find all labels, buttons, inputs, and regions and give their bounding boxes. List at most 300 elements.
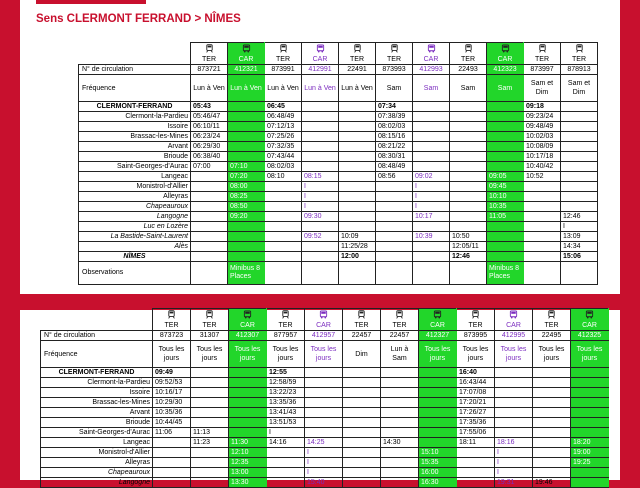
frequency-value: Sam [413, 75, 450, 102]
circulation-number: 412325 [571, 331, 609, 341]
time-cell [191, 192, 228, 202]
time-cell: 09:02 [413, 172, 450, 182]
time-cell: I [302, 202, 339, 212]
time-cell [419, 398, 457, 408]
time-cell [305, 418, 343, 428]
time-cell: I [495, 468, 533, 478]
timetable-1 [78, 42, 598, 285]
stop-name: NÎMES [79, 252, 191, 262]
circulation-number: 412323 [487, 65, 524, 75]
time-cell [457, 478, 495, 488]
mode-label: CAR [229, 321, 267, 331]
stop-row [79, 192, 598, 202]
time-cell [524, 212, 561, 222]
mode-icon-cell [381, 309, 419, 322]
time-cell [381, 368, 419, 378]
circulation-number: 412327 [419, 331, 457, 341]
observation-cell [302, 262, 339, 285]
mode-label: TER [343, 321, 381, 331]
time-cell: 08:15/16 [376, 132, 413, 142]
mode-label: CAR [487, 55, 524, 65]
bus-icon [509, 310, 518, 319]
time-cell [571, 468, 609, 478]
time-cell [267, 478, 305, 488]
time-cell: 10:39 [413, 232, 450, 242]
stop-row [79, 242, 598, 252]
section-title: Sens CLERMONT FERRAND > NÎMES [36, 13, 241, 25]
time-cell [457, 448, 495, 458]
time-cell [229, 428, 267, 438]
stop-row [79, 112, 598, 122]
time-cell [228, 102, 265, 112]
time-cell [450, 192, 487, 202]
time-cell [419, 368, 457, 378]
observation-cell [376, 262, 413, 285]
time-cell [413, 142, 450, 152]
frequency-value: Sam [450, 75, 487, 102]
frequency-value: Sam et Dim [524, 75, 561, 102]
time-cell [265, 182, 302, 192]
time-cell [339, 212, 376, 222]
time-cell [229, 378, 267, 388]
mode-label: TER [191, 321, 229, 331]
time-cell [339, 202, 376, 212]
time-cell [571, 368, 609, 378]
time-cell: 14:16 [267, 438, 305, 448]
time-cell [153, 448, 191, 458]
time-cell [533, 438, 571, 448]
time-cell [419, 408, 457, 418]
observation-cell: Minibus 8 Places [228, 262, 265, 285]
time-cell [413, 162, 450, 172]
time-cell [495, 378, 533, 388]
time-cell [495, 398, 533, 408]
time-cell [413, 252, 450, 262]
circulation-number: 877957 [267, 331, 305, 341]
mode-icon-cell [524, 43, 561, 56]
time-cell [413, 222, 450, 232]
time-cell [487, 222, 524, 232]
train-icon [575, 44, 584, 53]
stop-row [79, 122, 598, 132]
circulation-number: 22493 [450, 65, 487, 75]
time-cell: 08:15 [302, 172, 339, 182]
time-cell: 09:30 [302, 212, 339, 222]
time-cell [302, 102, 339, 112]
observation-cell: Minibus 8 Places [487, 262, 524, 285]
time-cell: 13:35/36 [267, 398, 305, 408]
mode-icon-cell [487, 43, 524, 56]
time-cell [153, 438, 191, 448]
time-cell [343, 448, 381, 458]
frequency-value: Tous les jours [571, 341, 609, 368]
mode-icon-cell [191, 309, 229, 322]
time-cell [265, 202, 302, 212]
time-cell: 13:22/23 [267, 388, 305, 398]
stop-name: Issoire [41, 388, 153, 398]
time-cell [450, 102, 487, 112]
time-cell [381, 478, 419, 488]
time-cell [561, 152, 598, 162]
bus-icon [243, 310, 252, 319]
time-cell [524, 242, 561, 252]
frequency-value: Lun à Ven [265, 75, 302, 102]
time-cell [228, 232, 265, 242]
time-cell [381, 418, 419, 428]
time-cell [343, 428, 381, 438]
time-cell [191, 468, 229, 478]
time-cell: 12:10 [229, 448, 267, 458]
time-cell: 06:29/30 [191, 142, 228, 152]
frequency-value: Tous les jours [533, 341, 571, 368]
time-cell [191, 202, 228, 212]
time-cell: 13:51/53 [267, 418, 305, 428]
frequency-label: Fréquence [79, 75, 191, 102]
circulation-number: 412307 [229, 331, 267, 341]
stop-row [79, 152, 598, 162]
time-cell [343, 478, 381, 488]
time-cell [153, 458, 191, 468]
blank-cell [79, 43, 191, 56]
time-cell [571, 398, 609, 408]
time-cell [265, 212, 302, 222]
time-cell [450, 142, 487, 152]
time-cell [419, 418, 457, 428]
time-cell [457, 458, 495, 468]
time-cell [561, 142, 598, 152]
mode-icon-cell [495, 309, 533, 322]
stop-row [79, 202, 598, 212]
bus-icon [433, 310, 442, 319]
time-cell: 09:20 [228, 212, 265, 222]
time-cell [561, 192, 598, 202]
time-cell [302, 242, 339, 252]
time-cell [191, 222, 228, 232]
time-cell: 08:10 [265, 172, 302, 182]
time-cell [265, 232, 302, 242]
frequency-value: Tous les jours [305, 341, 343, 368]
circulation-row [41, 331, 609, 341]
stop-row [79, 102, 598, 112]
time-cell [265, 252, 302, 262]
stop-name: Arvant [41, 408, 153, 418]
frequency-value: Tous les jours [457, 341, 495, 368]
time-cell [305, 428, 343, 438]
mode-icon-cell [229, 309, 267, 322]
train-icon [390, 44, 399, 53]
time-cell [450, 202, 487, 212]
time-cell [343, 378, 381, 388]
time-cell [561, 102, 598, 112]
stop-name: Clermont-la-Pardieu [79, 112, 191, 122]
time-cell [524, 252, 561, 262]
time-cell [305, 388, 343, 398]
circulation-number: 22457 [381, 331, 419, 341]
frequency-row [41, 341, 609, 368]
time-cell: 17:07/08 [457, 388, 495, 398]
stop-row [41, 428, 609, 438]
stop-name: Langogne [41, 478, 153, 488]
time-cell: 10:29/30 [153, 398, 191, 408]
stop-name: Arvant [79, 142, 191, 152]
mode-label: TER [457, 321, 495, 331]
time-cell: I [495, 458, 533, 468]
time-cell [533, 388, 571, 398]
time-cell [302, 152, 339, 162]
stop-name: Saint-Georges-d'Aurac [79, 162, 191, 172]
time-cell [302, 222, 339, 232]
time-cell [302, 132, 339, 142]
stop-row [41, 438, 609, 448]
time-cell [487, 142, 524, 152]
stop-name: Saint-Georges-d'Aurac [41, 428, 153, 438]
time-cell: 10:17/18 [524, 152, 561, 162]
time-cell [450, 112, 487, 122]
time-cell [450, 222, 487, 232]
time-cell: 14:34 [561, 242, 598, 252]
time-cell [413, 102, 450, 112]
time-cell [495, 388, 533, 398]
time-cell: 06:23/24 [191, 132, 228, 142]
time-cell: 10:08/09 [524, 142, 561, 152]
time-cell: 09:52/53 [153, 378, 191, 388]
stop-name: Brassac-les-Mines [41, 398, 153, 408]
stop-row [79, 142, 598, 152]
frequency-value: Tous les jours [229, 341, 267, 368]
frequency-value: Tous les jours [419, 341, 457, 368]
frequency-value: Tous les jours [495, 341, 533, 368]
time-cell: 14:25 [305, 438, 343, 448]
stop-row [41, 368, 609, 378]
time-cell: 16:30 [419, 478, 457, 488]
observations-label: Observations [79, 262, 191, 285]
time-cell [339, 132, 376, 142]
time-cell: 08:00 [228, 182, 265, 192]
time-cell [413, 112, 450, 122]
train-icon [547, 310, 556, 319]
time-cell: 07:10 [228, 162, 265, 172]
time-cell [191, 242, 228, 252]
mode-label: CAR [413, 55, 450, 65]
time-cell: 11:05 [487, 212, 524, 222]
time-cell: 08:50 [228, 202, 265, 212]
time-cell [191, 458, 229, 468]
stop-name: Alès [79, 242, 191, 252]
observation-cell [265, 262, 302, 285]
time-cell: I [267, 428, 305, 438]
time-cell [267, 468, 305, 478]
time-cell [450, 162, 487, 172]
time-cell [450, 152, 487, 162]
circulation-number: 873997 [524, 65, 561, 75]
time-cell [533, 468, 571, 478]
mode-icon-cell [302, 43, 339, 56]
stop-name: Alleyras [41, 458, 153, 468]
time-cell: 19:00 [571, 448, 609, 458]
time-cell [450, 132, 487, 142]
mode-label: CAR [571, 321, 609, 331]
stop-row [41, 378, 609, 388]
circulation-number: 873995 [457, 331, 495, 341]
time-cell [487, 232, 524, 242]
time-cell: 15:10 [419, 448, 457, 458]
time-cell [457, 468, 495, 478]
stop-row [79, 162, 598, 172]
icon-row [41, 309, 609, 322]
time-cell: 15:35 [419, 458, 457, 468]
train-icon [205, 44, 214, 53]
blank-cell [79, 55, 191, 65]
mode-icon-cell [265, 43, 302, 56]
time-cell: I [561, 222, 598, 232]
frequency-value: Lun à Sam [381, 341, 419, 368]
time-cell: 16:40 [457, 368, 495, 378]
time-cell: 10:35/36 [153, 408, 191, 418]
circulation-number: 22495 [533, 331, 571, 341]
frequency-value: Lun à Ven [302, 75, 339, 102]
time-cell [302, 252, 339, 262]
time-cell [267, 448, 305, 458]
time-cell: I [302, 192, 339, 202]
blank-cell [41, 321, 153, 331]
circulation-number: 412991 [302, 65, 339, 75]
time-cell [376, 182, 413, 192]
time-cell [419, 428, 457, 438]
bus-icon [319, 310, 328, 319]
time-cell: 11:25/28 [339, 242, 376, 252]
time-cell [267, 458, 305, 468]
time-cell [487, 132, 524, 142]
time-cell [419, 378, 457, 388]
train-icon [353, 44, 362, 53]
observation-cell [413, 262, 450, 285]
time-cell [524, 202, 561, 212]
mode-icon-cell [571, 309, 609, 322]
mode-label: CAR [228, 55, 265, 65]
time-cell: 12:46 [561, 212, 598, 222]
time-cell: 13:09 [561, 232, 598, 242]
time-cell [229, 398, 267, 408]
time-cell: 11:13 [191, 428, 229, 438]
mode-label: CAR [305, 321, 343, 331]
circulation-number: 412321 [228, 65, 265, 75]
time-cell [376, 232, 413, 242]
time-cell [533, 378, 571, 388]
time-cell [524, 192, 561, 202]
stop-name: Langogne [79, 212, 191, 222]
observation-cell [191, 262, 228, 285]
time-cell [228, 242, 265, 252]
train-icon [205, 310, 214, 319]
time-cell [561, 132, 598, 142]
time-cell: 07:38/39 [376, 112, 413, 122]
time-cell [561, 182, 598, 192]
mode-label: TER [267, 321, 305, 331]
time-cell [381, 378, 419, 388]
time-cell: 10:35 [487, 202, 524, 212]
stop-name: CLERMONT-FERRAND [41, 368, 153, 378]
frequency-value: Sam [376, 75, 413, 102]
stop-row [79, 232, 598, 242]
time-cell [381, 398, 419, 408]
stop-row [79, 212, 598, 222]
time-cell: I [305, 468, 343, 478]
stop-row [79, 222, 598, 232]
time-cell [302, 162, 339, 172]
time-cell: I [413, 182, 450, 192]
circulation-number: 873721 [191, 65, 228, 75]
time-cell [343, 468, 381, 478]
time-cell: 10:02/03 [524, 132, 561, 142]
time-cell [533, 368, 571, 378]
frequency-label: Fréquence [41, 341, 153, 368]
time-cell [571, 478, 609, 488]
time-cell [228, 122, 265, 132]
stop-row [79, 252, 598, 262]
time-cell: 13:41/43 [267, 408, 305, 418]
time-cell: 10:16/17 [153, 388, 191, 398]
stop-name: Brassac-les-Mines [79, 132, 191, 142]
stop-name: Brioude [79, 152, 191, 162]
time-cell: 07:32/35 [265, 142, 302, 152]
time-cell [561, 112, 598, 122]
mode-label: TER [450, 55, 487, 65]
mode-icon-cell [419, 309, 457, 322]
time-cell: 15:40 [305, 478, 343, 488]
mode-icon-cell [561, 43, 598, 56]
stop-name: CLERMONT-FERRAND [79, 102, 191, 112]
mode-label: CAR [495, 321, 533, 331]
time-cell: 10:17 [413, 212, 450, 222]
time-cell [487, 252, 524, 262]
stop-row [79, 182, 598, 192]
timetable-2 [40, 308, 609, 488]
mode-icon-cell [228, 43, 265, 56]
time-cell [561, 172, 598, 182]
time-cell: 08:48/49 [376, 162, 413, 172]
time-cell: 13:00 [229, 468, 267, 478]
stop-name: La Bastide-Saint-Laurent [79, 232, 191, 242]
train-icon [167, 310, 176, 319]
time-cell: 16:00 [419, 468, 457, 478]
time-cell: 12:35 [229, 458, 267, 468]
time-cell [191, 448, 229, 458]
stop-row [41, 418, 609, 428]
mode-icon-cell [450, 43, 487, 56]
frequency-value: Dim [343, 341, 381, 368]
circulation-number: 31307 [191, 331, 229, 341]
time-cell [487, 162, 524, 172]
time-cell: I [305, 458, 343, 468]
time-cell [339, 162, 376, 172]
stop-name: Luc en Lozère [79, 222, 191, 232]
time-cell [495, 418, 533, 428]
circulation-number: 22457 [343, 331, 381, 341]
mode-label: TER [561, 55, 598, 65]
time-cell [228, 222, 265, 232]
time-cell [228, 252, 265, 262]
time-cell: 07:12/13 [265, 122, 302, 132]
time-cell: 11:30 [229, 438, 267, 448]
blank-cell [41, 309, 153, 322]
bus-icon [316, 44, 325, 53]
mode-icon-cell [339, 43, 376, 56]
time-cell [524, 232, 561, 242]
time-cell [229, 388, 267, 398]
time-cell [533, 408, 571, 418]
bus-icon [242, 44, 251, 53]
time-cell: 07:00 [191, 162, 228, 172]
